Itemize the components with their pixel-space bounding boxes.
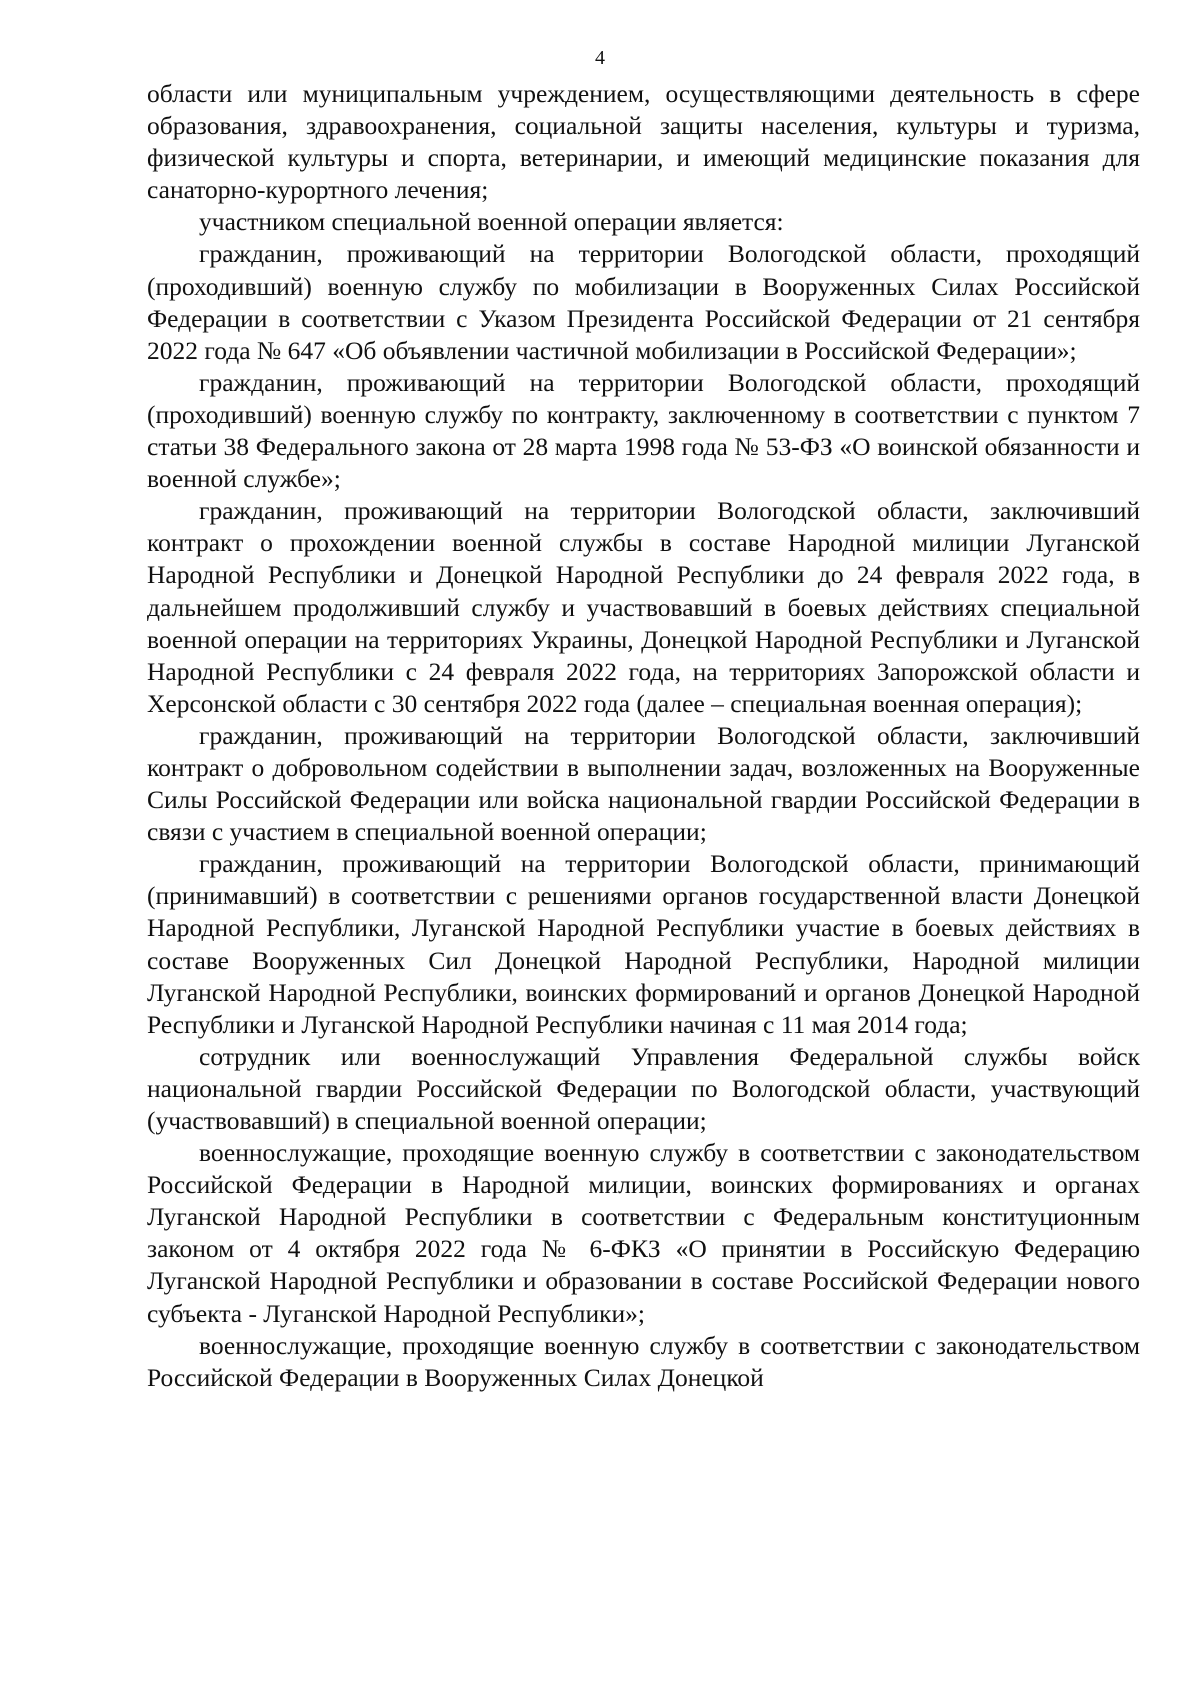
paragraph-dnr-servicemen: военнослужащие, проходящие военную службу в соответствии с законодательством Российской Федерации в Вооруженных Силах Донецкой (147, 1330, 1140, 1392)
page-number: 4 (595, 47, 605, 69)
document-body (147, 78, 1140, 1394)
paragraph-continuation: области или муниципальным учреждением, осуществляющими деятельность в сфере образования, здравоохранения, социальной защиты населения, культуры и туризма, физической культуры и спорта, ветеринарии, и имеющий медицинские показания для санаторно-курортного лечения; (147, 79, 1140, 205)
paragraph-lnr-servicemen: военнослужащие, проходящие военную службу в соответствии с законодательством Российской Федерации в Народной милиции, воинских формированиях и органах Луганской Народной Республики в соответствии с Федеральным конституционным законом от 4 октября 2022 года № 6-ФКЗ «О принятии в Российскую Федерацию Луганской Народной Республики и образовании в составе Российской Федерации нового субъекта - Луганской Народной Республики»; (147, 1138, 1140, 1328)
paragraph-svo-participant-heading: участником специальной военной операции является: (199, 207, 784, 237)
paragraph-people-militia: гражданин, проживающий на территории Вологодской области, заключивший контракт о прохождении военной службы в составе Народной милиции Луганской Народной Республики и Донецкой Народной Республики до 24 февраля 2022 года, в дальнейшем продолживший службу и участвовавший в боевых действиях специальной военной операции на территориях Украины, Донецкой Народной Республики и Луганской Народной Республики с 24 февраля 2022 года, на территориях Запорожской области и Херсонской области с 30 сентября 2022 года (далее – специальная военная операция); (147, 496, 1140, 718)
paragraph-voluntary-assistance: гражданин, проживающий на территории Вологодской области, заключивший контракт о добровольном содействии в выполнении задач, возложенных на Вооруженные Силы Российской Федерации или войска национальной гвардии Российской Федерации в связи с участием в специальной военной операции; (147, 720, 1140, 847)
paragraph-mobilization: гражданин, проживающий на территории Вологодской области, проходящий (проходивший) военную службу по мобилизации в Вооруженных Силах Российской Федерации в соответствии с Указом Президента Российской Федерации от 21 сентября 2022 года № 647 «Об объявлении частичной мобилизации в Российской Федерации»; (147, 239, 1140, 365)
paragraph-national-guard: сотрудник или военнослужащий Управления Федеральной службы войск национальной гвардии Российской Федерации по Вологодской области, участвующий (участвовавший) в специальной военной операции; (147, 1041, 1140, 1135)
paragraph-contract-service: гражданин, проживающий на территории Вологодской области, проходящий (проходивший) военную службу по контракту, заключенному в соответствии с пунктом 7 статьи 38 Федерального закона от 28 марта 1998 года № 53-ФЗ «О воинской обязанности и военной службе»; (147, 367, 1140, 494)
paragraph-dnr-lnr-combat: гражданин, проживающий на территории Вологодской области, принимающий (принимавший) в соответствии с решениями органов государственной власти Донецкой Народной Республики, Луганской Народной Республики участие в боевых действиях в составе Вооруженных Сил Донецкой Народной Республики, Народной милиции Луганской Народной Республики, воинских формирований и органов Донецкой Народной Республики и Луганской Народной Республики начиная с 11 мая 2014 года; (147, 849, 1140, 1039)
